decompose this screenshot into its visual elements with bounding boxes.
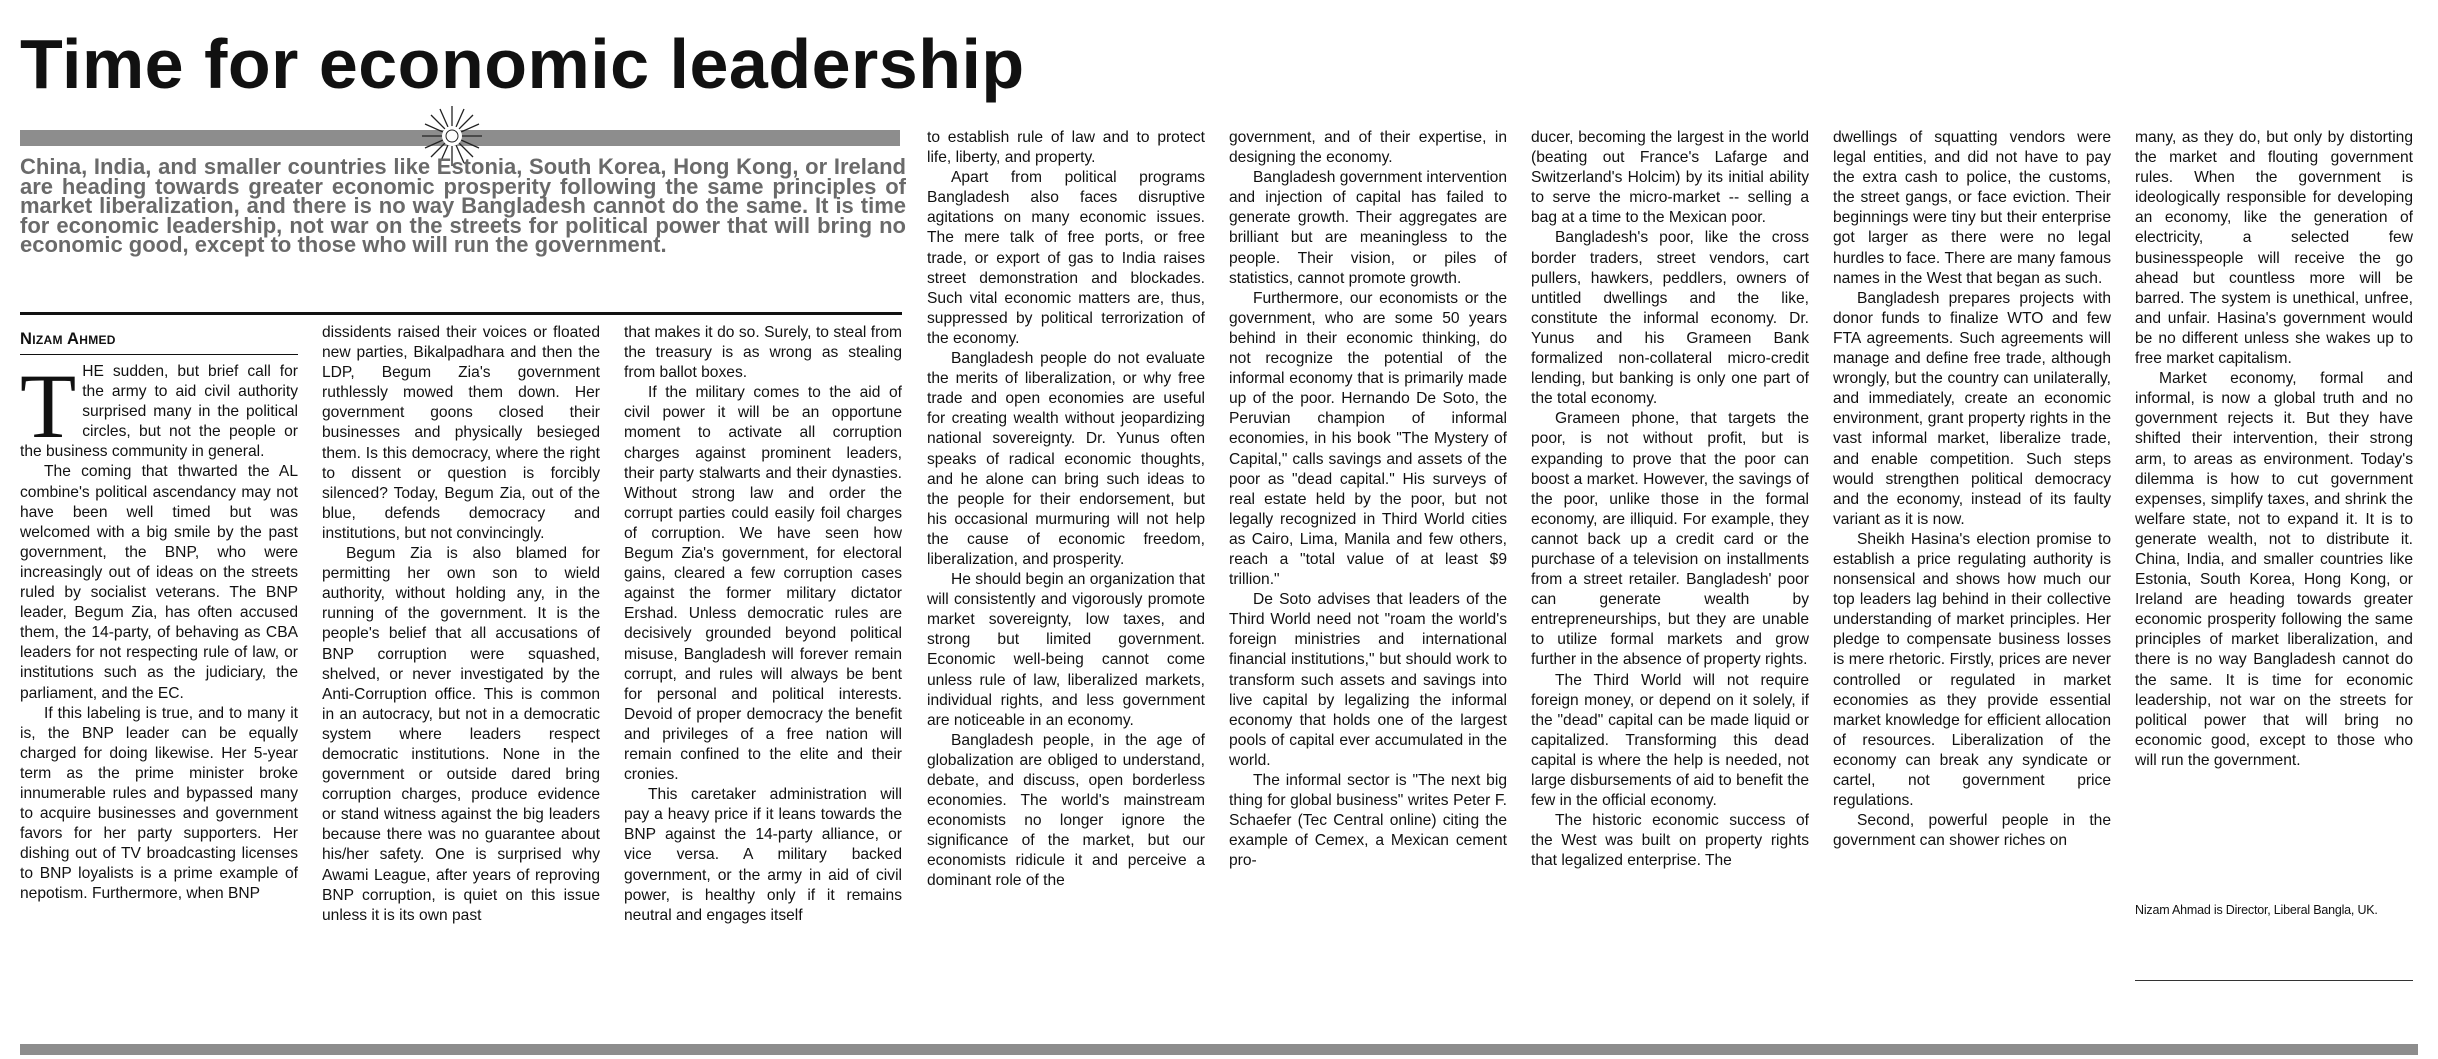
paragraph: This caretaker administration will pay a heavy price if it leans towards the BNP against the 14-party alliance, or vice versa. A military backed government, or the army in aid of civil power, is healthy only if it remains neutral and engages itself (624, 786, 902, 924)
headline: Time for economic leadership (20, 25, 1025, 103)
paragraph: Apart from political programs Bangladesh also faces disruptive agitations on many economic issues. The mere talk of free ports, or free trade, or export of gas to India raises street demonstration and blockades. Such vital economic matters are, thus, suppressed by political terrorization of the economy. (927, 169, 1205, 347)
paragraph: Sheikh Hasina's election promise to establish a price regulating authority is nonsensical and shows how much our top leaders lag behind in their collective understanding of market principles. Her pledge to compensate business losses is mere rhetoric. Firstly, prices are never controlled or regulated in market economies as they provide essential market knowledge for efficient allocation of resources. Liberalization of the economy can break any syndicate or cartel, not government price regulations. (1833, 530, 2111, 810)
standfirst: China, India, and smaller countries like Estonia, South Korea, Hong Kong, or Ireland are heading towards greater economic prosperity following the same principles of market liberalization, and there is no way Bangladesh cannot do the same. It is time for economic leadership, not war on the streets for political power that will bring no economic good, except to those who will run the government. (20, 154, 906, 258)
paragraph: The historic economic success of the West was built on property rights that legalized enterprise. The (1531, 812, 1809, 870)
paragraph: Market economy, formal and informal, is now a global truth and no government rejects it. But they have shifted their intervention, their strong arm, to areas as environment. Today's dilemma is how to cut government expenses, simplify taxes, and shrink the welfare state, not to expand it. It is to generate wealth, not to distribute it. China, India, and smaller countries like Estonia, South Korea, Hong Kong, or Ireland are heading towards greater economic prosperity following the same principles of market liberalization, and there is no way Bangladesh cannot do the same. It is time for economic leadership, not war on the streets for political power that will bring no economic good, except to those who will run the government. (2135, 370, 2413, 769)
paragraph: If this labeling is true, and to many it is, the BNP leader can be equally charged for doing likewise. Her 5-year term as the prime minister broke innumerable rules and bypassed many to acquire businesses and government favors for her party supporters. Her dishing out of TV broadcasting licenses to BNP loyalists is a prime example of nepotism. Furthermore, when BNP (20, 704, 298, 903)
article-column-6 (1531, 128, 1809, 1048)
paragraph: He should begin an organization that will consistently and vigorously promote market sovereignty, low taxes, and strong but limited government. Economic well-being cannot come unless rule of law, liberalized markets, individual rights, and less government are noticeable in an economy. (927, 571, 1205, 729)
paragraph: government, and of their expertise, in designing the economy. (1229, 129, 1507, 167)
paragraph: dissidents raised their voices or floated new parties, Bikalpadhara and then the LDP, Begum Zia's government ruthlessly mowed them down. Her government goons closed their businesses and physically besieged them. Is this democracy, where the right to dissent or question is forcibly silenced? Today, Begum Zia, out of the blue, defends democracy and institutions, but not convincingly. (322, 324, 600, 542)
article-column-7 (1833, 128, 2111, 1048)
paragraph: many, as they do, but only by distorting the market and flouting government rules. When the government is ideologically responsible for developing an economy, like the generation of electricity, a selected few businesspeople will receive the go ahead but countless more will be barred. The system is unethical, unfree, and unfair. Hasina's government would be no different unless she wakes up to free market capitalism. (2135, 129, 2413, 368)
page-bottom-bar (20, 1044, 2418, 1055)
paragraph: Bangladesh people, in the age of globalization are obliged to understand, debate, and discuss, open borderless economies. The world's mainstream economists no longer ignore the significance of the market, but our economists ridicule it and perceive a dominant role of the (927, 731, 1205, 890)
article-column-5 (1229, 128, 1507, 1048)
paragraph: ducer, becoming the largest in the world (beating out France's Lafarge and Switzerland's Holcim) by its initial ability to serve the micro-market -- selling a bag at a time to the Mexican poor. (1531, 129, 1809, 227)
drop-cap: T (20, 362, 77, 457)
paragraph: Bangladesh prepares projects with donor funds to finalize WTO and few FTA agreements. Such agreements will manage and define free trade, although wrongly, but the country can unilaterally, and immediately, create an economic environment, grant property rights in the vast informal market, liberalize trade, and enable competition. Such steps would strengthen political democracy and the economy, instead of its faulty variant as it is now. (1833, 289, 2111, 528)
paragraph: The Third World will not require foreign money, or depend on it solely, if the "dead" capital can be made liquid or capitalized. Transforming this dead capital is where the help is needed, not large disbursements of aid to benefit the few in the official economy. (1531, 671, 1809, 810)
paragraph: Begum Zia is also blamed for permitting her own son to wield authority, without holding any, in the running of the government. It is the people's belief that all accusations of BNP corruption were squashed, shelved, or never investigated by the Anti-Corruption office. This is common in an autocracy, but not in a democratic system where leaders respect democratic institutions. None in the government or outside dared bring corruption charges, produce evidence or stand witness against the big leaders because there was no guarantee about his/her safety. One is surprised why Awami League, after years of reproving BNP corruption, is quiet on this issue unless it is its own past (322, 545, 600, 924)
byline: Nizam Ahmed (20, 330, 116, 348)
paragraph: The coming that thwarted the AL combine's political ascendancy may not have been well timed but was welcomed with a big smile by the past government, the BNP, who were increasingly out of ideas on the streets ruled by socialist veterans. The BNP leader, Begum Zia, has often accused them, the 14-party, of behaving as CBA leaders for not respecting rule of law, or institutions such as the judiciary, the parliament, and the EC. (20, 463, 298, 702)
paragraph: De Soto advises that leaders of the Third World need not "roam the world's foreign ministries and international financial institutions," but should work to transform such assets and savings into live capital by legalizing the informal economy that holds one of the largest pools of capital ever accumulated in the world. (1229, 591, 1507, 769)
paragraph: Bangladesh's poor, like the cross border traders, street vendors, cart pullers, hawkers, peddlers, owners of untitled dwellings and the like, constitute the informal economy. Dr. Yunus and his Grameen Bank formalized non-collateral micro-credit lending, but banking is only one part of the total economy. (1531, 229, 1809, 408)
paragraph: THE sudden, but brief call for the army to aid civil authority surprised many in the political circles, but not the people or the business community in general. (20, 362, 298, 461)
author-note: Nizam Ahmad is Director, Liberal Bangla, UK. (2135, 903, 2378, 917)
paragraph: The informal sector is "The next big thing for global business" writes Peter F. Schaefer (Tec Central online) citing the example of Cemex, a Mexican cement pro- (1229, 772, 1507, 870)
article-column-3 (624, 323, 902, 1043)
paragraph: Furthermore, our economists or the government, who are some 50 years behind in their economic thinking, do not recognize the potential of the informal economy that is primarily made up of the poor. Hernando De Soto, the Peruvian champion of informal economies, in his book "The Mystery of Capital," calls savings and assets of the poor as "dead capital." His surveys of real estate held by the poor, but not legally recognized in Third World cities as Cairo, Lima, Manila and few others, reach a "total value of at least $9 trillion." (1229, 289, 1507, 589)
paragraph: Bangladesh government intervention and injection of capital has failed to generate growth. Their aggregates are brilliant but are meaningless to the people. Their vision, or piles of statistics, cannot promote growth. (1229, 169, 1507, 287)
paragraph: If the military comes to the aid of civil power it will be an opportune moment to activate all corruption charges against prominent leaders, their party stalwarts and their dynasties. Without strong law and order the corrupt parties could easily foil charges of corruption. We have seen how Begum Zia's government, for electoral gains, cleared a few corruption cases against the former military dictator Ershad. Unless democratic rules are decisively grounded beyond political misuse, Bangladesh will forever remain corrupt, and rules will always be bent for personal and political interests. Devoid of proper democracy the benefit and privileges of a free nation will remain confined to the elite and their cronies. (624, 384, 902, 784)
paragraph: Second, powerful people in the government can shower riches on (1833, 812, 2111, 850)
byline-rule (20, 354, 298, 355)
article-column-4 (927, 128, 1205, 1048)
article-column-1 (20, 362, 298, 1042)
paragraph: to establish rule of law and to protect life, liberty, and property. (927, 129, 1205, 167)
standfirst-rule (20, 312, 902, 315)
paragraph: Bangladesh people do not evaluate the merits of liberalization, or why free trade and open economies are useful for creating wealth without jeopardizing national sovereignty. Dr. Yunus often speaks of radical economic thoughts, and he alone can bring such ideas to the people for their endorsement, but his occasional murmuring will not help the cause of economic freedom, liberalization, and prosperity. (927, 350, 1205, 568)
article-end-rule (2135, 980, 2413, 981)
article-column-2 (322, 323, 600, 1043)
paragraph: that makes it do so. Surely, to steal from the treasury is as wrong as stealing from ballot boxes. (624, 324, 902, 382)
paragraph: dwellings of squatting vendors were legal entities, and did not have to pay the extra cash to police, the customs, the street gangs, or face eviction. Their beginnings were tiny but their enterprise got larger as there were no legal hurdles to face. There are many famous names in the West that began as such. (1833, 129, 2111, 287)
paragraph: Grameen phone, that targets the poor, is not without profit, but is expanding to prove that the poor can boost a market. However, the savings of the poor, unlike those in the formal economy, are illiquid. For example, they cannot back up a credit card or the purchase of a television on installments from a street retailer. Bangladesh' poor can generate wealth by entrepreneurships, but they are unable to utilize formal markets and grow further in the absence of property rights. (1531, 410, 1809, 669)
